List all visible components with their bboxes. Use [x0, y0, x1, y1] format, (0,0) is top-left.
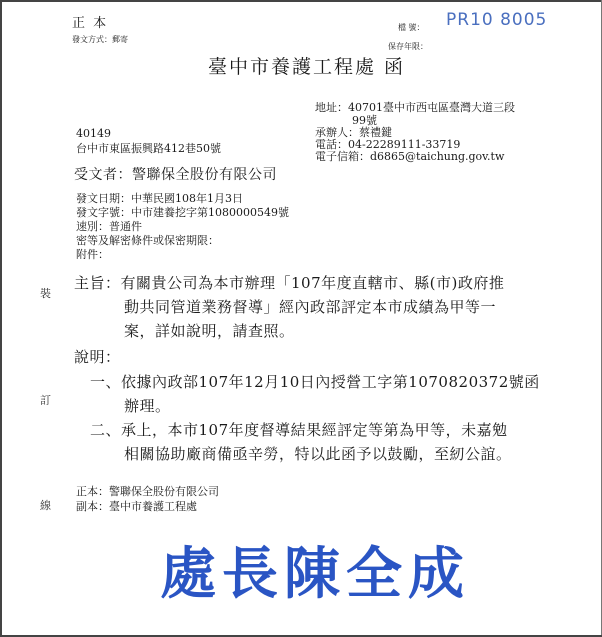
recipient-street: 台中市東區振興路412巷50號 — [76, 142, 221, 155]
file-number-label: 檔 號： — [398, 23, 425, 32]
document-title: 臺中市養護工程處 函 — [208, 56, 406, 78]
issue-number: 發文字號：中市建養挖字第1080000549號 — [76, 206, 289, 219]
recipient-postcode: 40149 — [76, 127, 111, 140]
director-signature: 處長陳全成 — [160, 541, 470, 607]
secrecy-level: 密等及解密條件或保密期限： — [76, 234, 219, 247]
distribution-original: 正本：警聯保全股份有限公司 — [76, 485, 219, 498]
explanation-item2-line1: 二、承上，本市107年度督導結果經評定等第為甲等，未嘉勉 — [90, 421, 508, 439]
sender-phone: 電話：04-22289111-33719 — [315, 138, 461, 151]
explanation-heading: 說明： — [74, 348, 121, 366]
page-border-left — [0, 0, 2, 637]
subject-line-1: 主旨：有關貴公司為本市辦理「107年度直轄市、縣(市)政府推 — [74, 274, 505, 292]
sender-handler: 承辦人：蔡禮鍵 — [315, 126, 392, 139]
copy-type-label: 正 本 — [72, 16, 109, 31]
subject-line-3: 案，詳如說明，請查照。 — [124, 322, 295, 340]
binding-mark-1: 裝 — [40, 287, 51, 300]
attachment-line: 附件： — [76, 248, 109, 261]
subject-line-2: 動共同管道業務督導」經內政部評定本市成績為甲等一 — [124, 298, 497, 316]
sender-address-line1: 地址：40701臺中市西屯區臺灣大道三段 — [315, 101, 515, 114]
issue-date: 發文日期：中華民國108年1月3日 — [76, 192, 243, 205]
delivery-speed: 速別：普通件 — [76, 220, 142, 233]
receiver-line: 受文者：警聯保全股份有限公司 — [74, 167, 277, 183]
explanation-item2-line2: 相關協助廠商備亟辛勞，特以此函予以鼓勵，至紉公誼。 — [124, 445, 512, 463]
sender-address-line2: 99號 — [352, 114, 377, 127]
sender-email: 電子信箱：d6865@taichung.gov.tw — [315, 150, 505, 163]
retention-label: 保存年限： — [388, 42, 428, 51]
binding-mark-2: 訂 — [40, 394, 51, 407]
binding-mark-3: 線 — [40, 499, 51, 512]
explanation-item1-line2: 辦理。 — [124, 397, 171, 415]
page-border-top — [0, 0, 602, 2]
explanation-item1-line1: 一、依據內政部107年12月10日內授營工字第1070820372號函 — [90, 373, 540, 391]
send-method: 發文方式：郵寄 — [72, 35, 128, 44]
file-number-handwritten: PR10 8005 — [446, 10, 548, 30]
distribution-copy: 副本：臺中市養護工程處 — [76, 500, 197, 513]
